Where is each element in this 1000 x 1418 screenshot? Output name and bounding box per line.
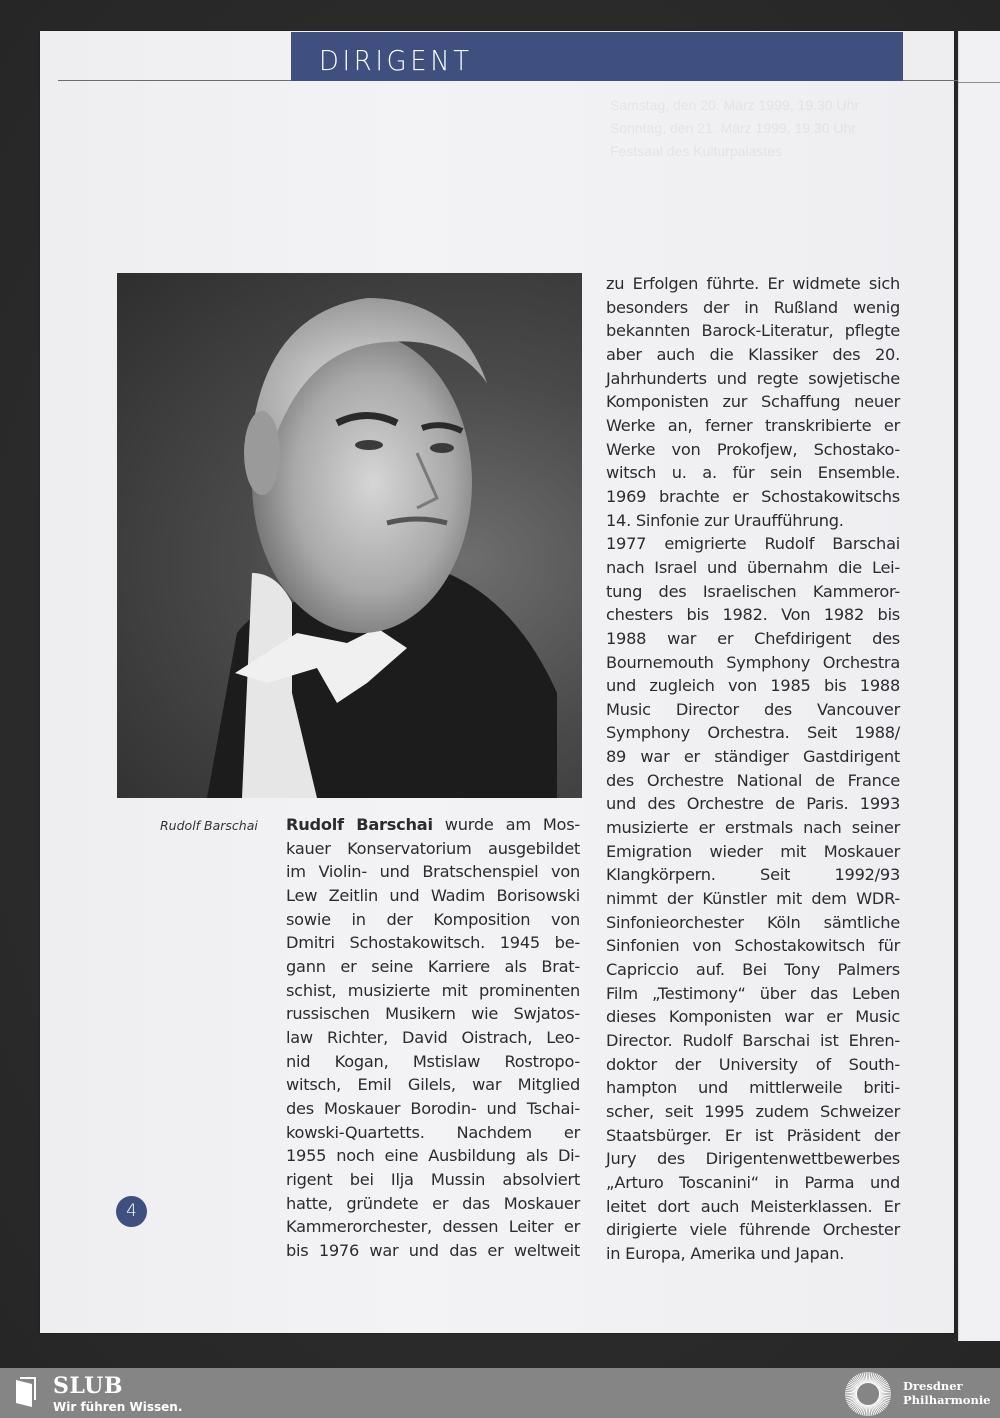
text-run: des Orchestre National de France	[606, 770, 900, 790]
text-line	[286, 1002, 580, 1026]
text-line	[606, 698, 900, 722]
slub-tagline: Wir führen Wissen.	[53, 1400, 183, 1414]
text-line	[286, 1144, 580, 1168]
text-run: 89 war er ständiger Gastdirigent	[606, 747, 900, 767]
text-line	[606, 367, 900, 391]
text-line	[286, 884, 580, 908]
text-line	[286, 931, 580, 955]
text-run: Lew Zeitlin und Wadim Borisowski	[286, 885, 580, 905]
article-column-left	[286, 813, 580, 1262]
text-run: „Arturo Toscanini“ in Parma und	[606, 1172, 900, 1192]
text-run: scher, seit 1995 zudem Schweizer	[606, 1101, 900, 1121]
section-title: DIRIGENT	[319, 44, 473, 77]
text-line	[606, 721, 900, 745]
text-line	[606, 1218, 900, 1242]
author-name: Rudolf Barschai	[286, 815, 433, 834]
text-run: chesters bis 1982. Von 1982 bis	[606, 605, 900, 625]
text-run: Sinfonien von Schostakowitsch für	[606, 936, 900, 956]
show-through-text	[610, 94, 910, 163]
dresdner-philharmonie-logo-text	[903, 1379, 991, 1407]
text-line	[606, 1076, 900, 1100]
text-run: witsch u. a. für sein Ensemble.	[606, 463, 900, 483]
show-through-line: Festsaal des Kulturpalastes	[610, 143, 782, 159]
text-line	[606, 296, 900, 320]
text-run: nid Kogan, Mstislaw Rostropo-	[286, 1051, 580, 1071]
text-line	[286, 908, 580, 932]
text-line	[286, 837, 580, 861]
text-run: Capriccio auf. Bei Tony Palmers	[606, 960, 900, 980]
text-run: 1988 war er Chefdirigent des	[606, 628, 900, 648]
text-run: nach Israel und übernahm die Lei-	[606, 557, 900, 577]
text-line	[286, 1192, 580, 1216]
text-line	[606, 1005, 900, 1029]
text-line	[606, 532, 900, 556]
text-run: 1955 noch eine Ausbildung als Di-	[286, 1146, 580, 1166]
text-run: dirigierte viele führende Orchester	[606, 1220, 900, 1240]
text-line	[606, 934, 900, 958]
text-run: des Moskauer Borodin- und Tschai-	[286, 1098, 580, 1118]
article-column-right	[606, 272, 900, 1266]
text-run: Music Director des Vancouver	[606, 699, 900, 719]
text-run: im Violin- und Bratschenspiel von	[286, 862, 580, 882]
text-run: rigent bei Ilja Mussin absolviert	[286, 1169, 580, 1189]
text-run: hatte, gründete er das Moskauer	[286, 1193, 580, 1213]
text-line	[606, 1147, 900, 1171]
text-run: tung des Israelischen Kammeror-	[606, 581, 900, 601]
text-line	[606, 1124, 900, 1148]
slub-logo-text: SLUB	[53, 1373, 123, 1399]
text-line	[606, 580, 900, 604]
text-run: Emigration wieder mit Moskauer	[606, 841, 900, 861]
text-run: Sinfonieorchester Köln sämtliche	[606, 912, 900, 932]
text-line	[606, 1053, 900, 1077]
text-run: und zugleich von 1985 bis 1988	[606, 676, 900, 696]
text-line	[286, 1050, 580, 1074]
text-line	[606, 958, 900, 982]
text-run: Staatsbürger. Er ist Präsident der	[606, 1125, 900, 1145]
text-run: Jahrhunderts und regte sowjetische	[606, 368, 900, 388]
text-run: Film „Testimony“ über das Leben	[606, 983, 900, 1003]
text-line	[606, 414, 900, 438]
text-run: schist, musizierte mit prominenten	[286, 980, 580, 1000]
text-line	[606, 887, 900, 911]
text-line	[286, 1097, 580, 1121]
slub-book-icon	[14, 1376, 40, 1408]
text-run: Dmitri Schostakowitsch. 1945 be-	[286, 933, 580, 953]
text-run: besonders der in Rußland wenig	[606, 297, 900, 317]
text-line	[606, 1242, 900, 1266]
text-run: Klangkörpern. Seit 1992/93	[606, 865, 900, 885]
text-line	[606, 319, 900, 343]
text-run: russischen Musikern wie Swjatos-	[286, 1004, 580, 1024]
show-through-line: Sonntag, den 21. März 1999, 19.30 Uhr	[610, 120, 856, 136]
text-run: Werke von Prokofjew, Schostako-	[606, 439, 900, 459]
photo-caption: Rudolf Barschai	[160, 818, 258, 833]
text-line	[606, 509, 900, 533]
text-line	[606, 1029, 900, 1053]
text-run: Werke an, ferner transkribierte er	[606, 415, 900, 435]
text-line	[606, 556, 900, 580]
text-line	[286, 979, 580, 1003]
text-line	[606, 674, 900, 698]
text-run: kowski-Quartetts. Nachdem er	[286, 1122, 580, 1142]
text-run: dieses Komponisten war er Music	[606, 1007, 900, 1027]
text-run: kauer Konservatorium ausgebildet	[286, 838, 580, 858]
text-line	[606, 1195, 900, 1219]
text-run: Jury des Dirigentenwettbewerbes	[606, 1149, 900, 1169]
text-line	[606, 390, 900, 414]
text-run: wurde am Mos-	[432, 815, 580, 834]
text-line	[286, 1073, 580, 1097]
text-line	[606, 1100, 900, 1124]
text-line	[286, 860, 580, 884]
text-line	[606, 982, 900, 1006]
text-line	[286, 1239, 580, 1263]
text-run: 1977 emigrierte Rudolf Barschai	[606, 534, 900, 554]
text-line	[606, 816, 900, 840]
portrait-illustration	[117, 273, 582, 798]
text-run: gann er seine Karriere als Brat-	[286, 956, 580, 976]
text-line	[606, 438, 900, 462]
text-run: in Europa, Amerika und Japan.	[606, 1243, 845, 1263]
text-run: zu Erfolgen führte. Er widmete sich	[606, 274, 900, 293]
text-run: hampton und mittlerweile briti-	[606, 1078, 900, 1098]
text-line	[606, 272, 900, 296]
text-run: Director. Rudolf Barschai ist Ehren-	[606, 1031, 900, 1050]
adjacent-page-rule	[958, 82, 1000, 83]
text-run: Bournemouth Symphony Orchestra	[606, 652, 900, 672]
text-line	[286, 813, 580, 837]
text-line	[286, 1168, 580, 1192]
text-line	[286, 1215, 580, 1239]
text-run: law Richter, David Oistrach, Leo-	[286, 1027, 580, 1047]
text-run: Kammerorchester, dessen Leiter er	[286, 1217, 580, 1237]
text-run: musizierte er erstmals nach seiner	[606, 818, 900, 838]
ear	[244, 411, 280, 495]
text-run: bis 1976 war und das er weltweit	[286, 1240, 580, 1260]
text-line	[606, 792, 900, 816]
text-line	[606, 863, 900, 887]
show-through-line: Samstag, den 20. März 1999, 19.30 Uhr	[610, 97, 860, 113]
text-line	[286, 1026, 580, 1050]
logo-line-2: Philharmonie	[903, 1393, 991, 1407]
text-line	[606, 769, 900, 793]
text-run: und des Orchestre de Paris. 1993	[606, 794, 900, 814]
text-line	[606, 911, 900, 935]
portrait-photo	[117, 273, 582, 798]
text-run: witsch, Emil Gilels, war Mitglied	[286, 1075, 580, 1095]
text-line	[606, 651, 900, 675]
text-run: Symphony Orchestra. Seit 1988/	[606, 723, 900, 743]
text-line	[606, 343, 900, 367]
text-run: leitet dort auch Meisterklassen. Er	[606, 1196, 900, 1216]
text-line	[606, 461, 900, 485]
text-run: Komponisten zur Schaffung neuer	[606, 392, 900, 412]
adjacent-page-edge	[958, 31, 1000, 1341]
text-run: doktor der University of South-	[606, 1054, 900, 1074]
text-line	[286, 955, 580, 979]
footer-bar	[0, 1368, 1000, 1418]
text-run: aber auch die Klassiker des 20.	[606, 344, 900, 364]
dresdner-philharmonie-sunburst-icon	[843, 1370, 893, 1418]
text-line	[606, 603, 900, 627]
text-line	[606, 485, 900, 509]
page-number-badge: 4	[116, 1196, 147, 1227]
text-run: sowie in der Komposition von	[286, 909, 580, 929]
text-run: nimmt der Künstler mit dem WDR-	[606, 889, 900, 909]
text-line	[606, 745, 900, 769]
text-run: 14. Sinfonie zur Uraufführung.	[606, 510, 844, 530]
text-line	[606, 1171, 900, 1195]
text-line	[606, 627, 900, 651]
text-run: bekannten Barock-Literatur, pflegte	[606, 321, 900, 341]
text-line	[286, 1121, 580, 1145]
logo-line-1: Dresdner	[903, 1379, 963, 1393]
text-run: 1969 brachte er Schostakowitschs	[606, 486, 900, 506]
text-line	[606, 840, 900, 864]
